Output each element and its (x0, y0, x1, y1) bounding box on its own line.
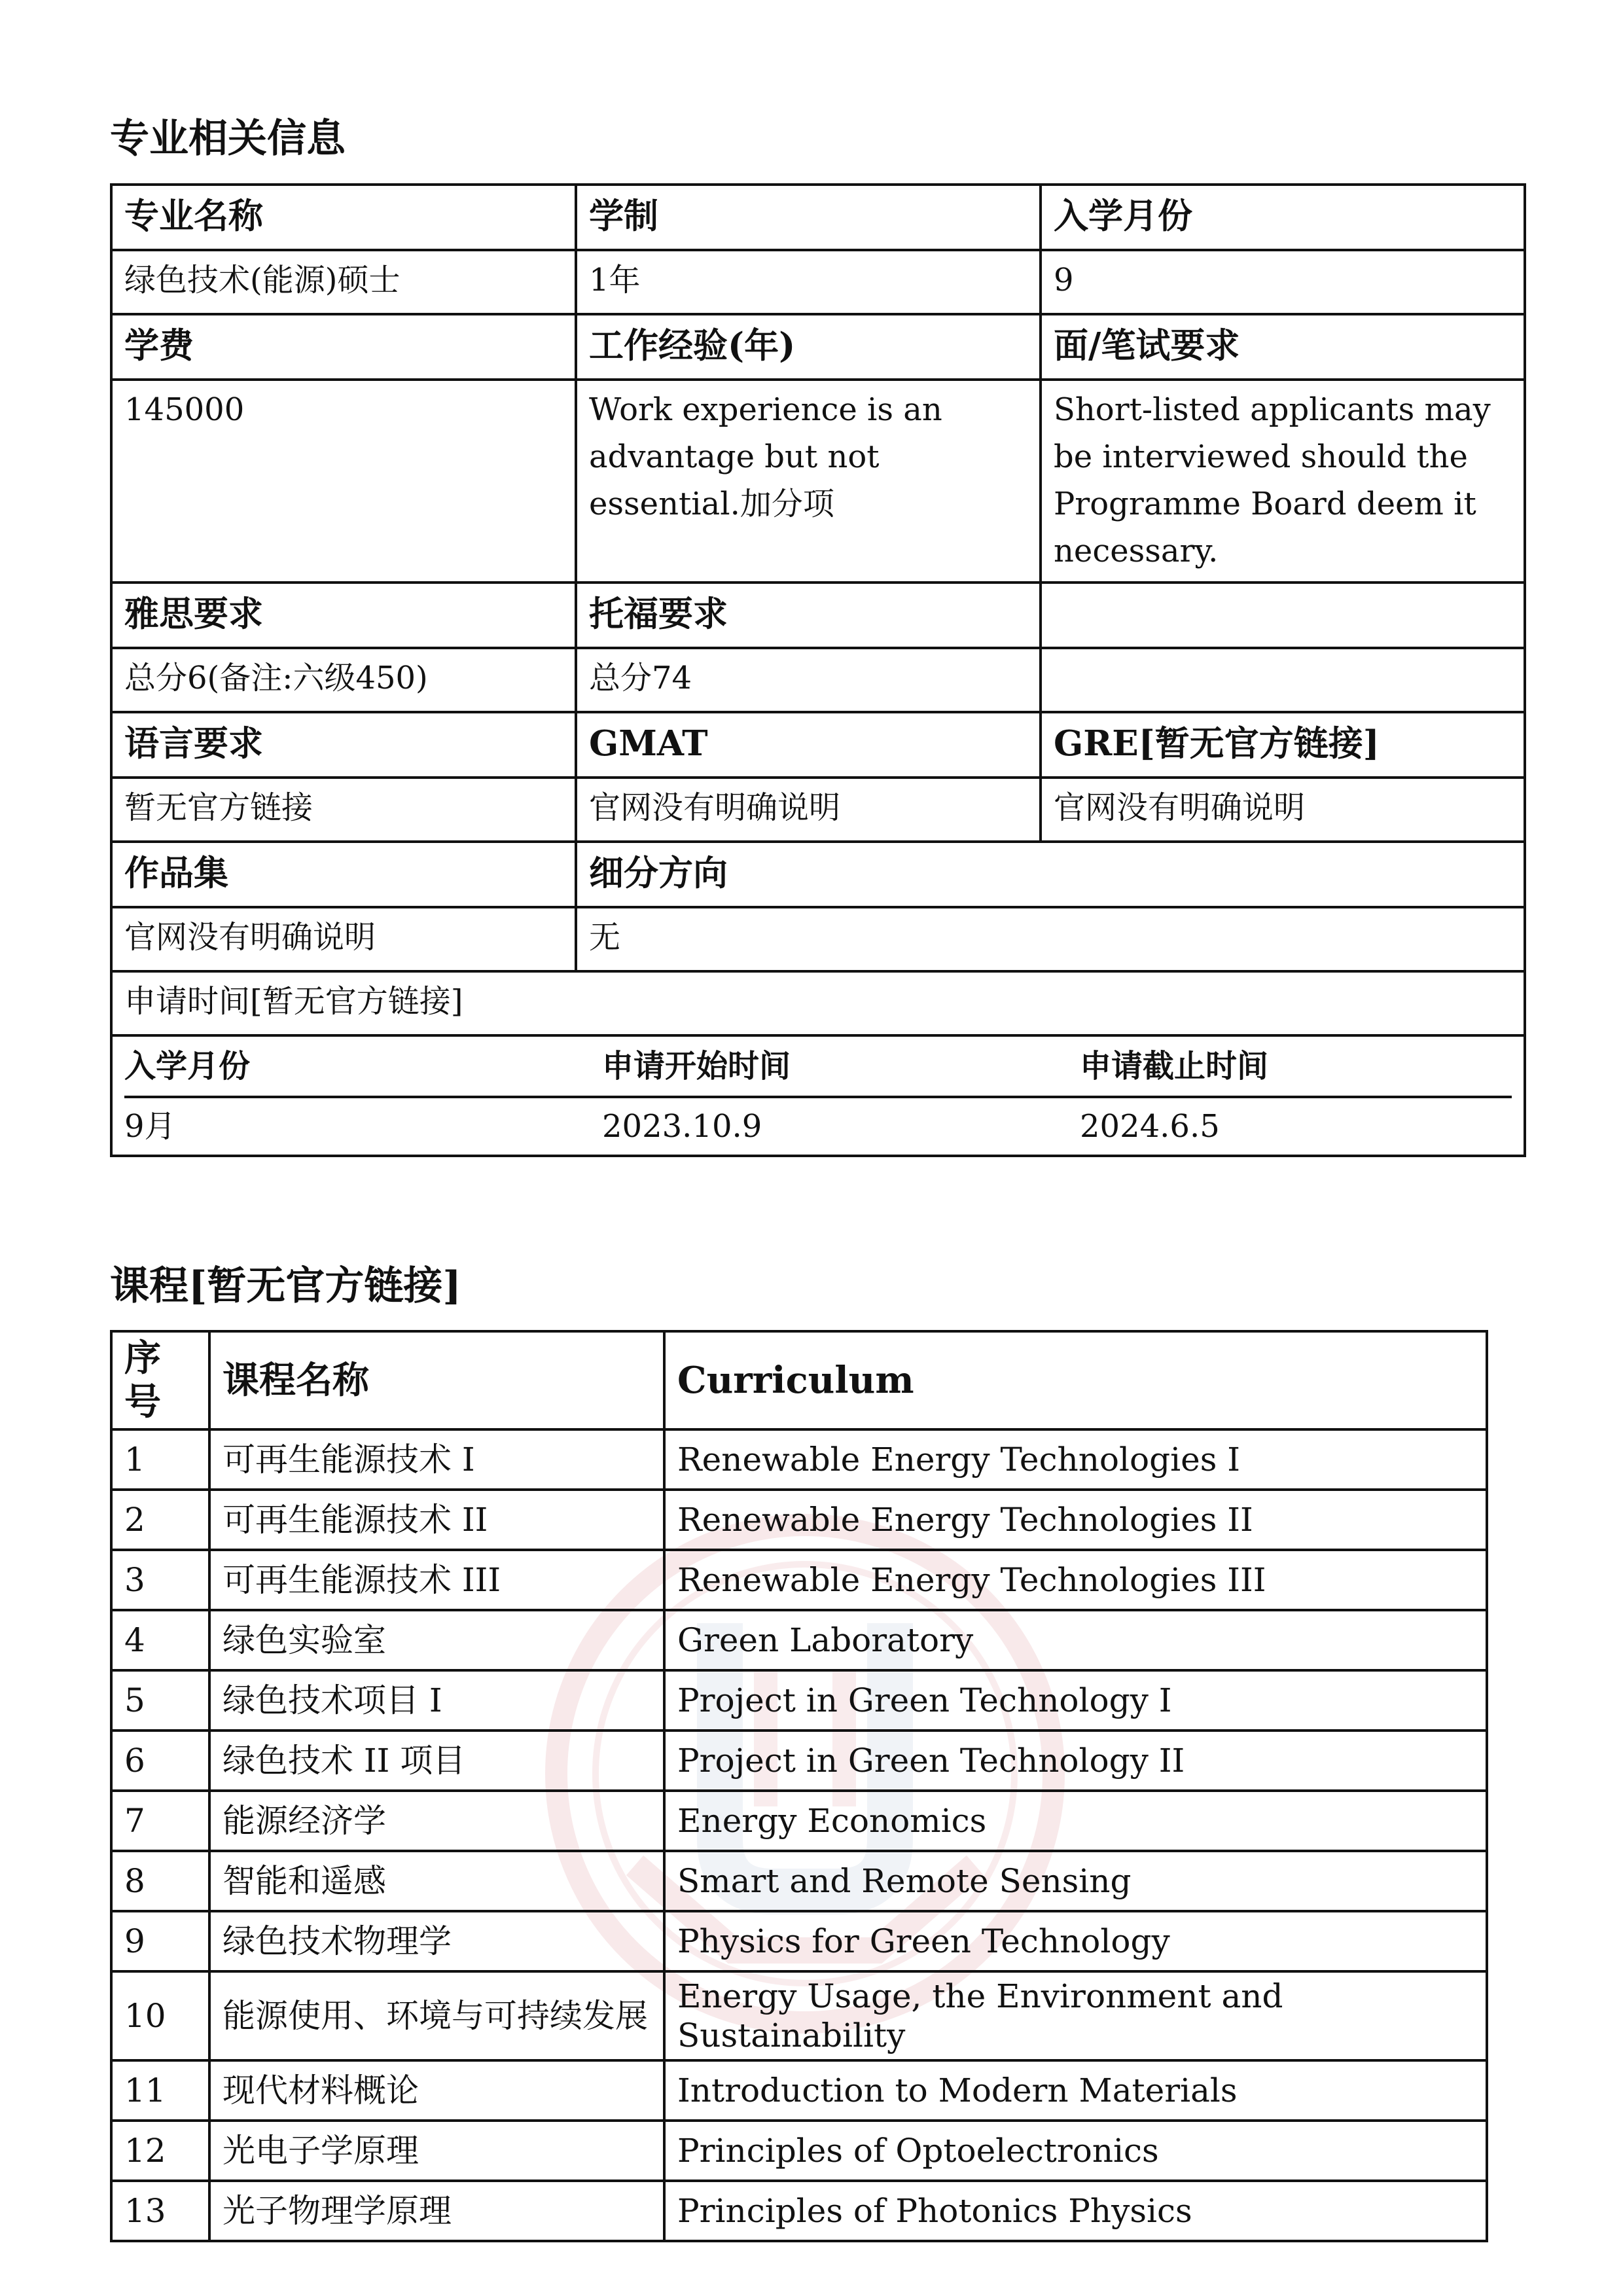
header-toefl: 托福要求 (576, 583, 1041, 648)
header-interview-requirement: 面/笔试要求 (1041, 314, 1525, 380)
table-row (111, 2060, 1487, 2121)
table-row (111, 250, 1525, 314)
course-number: 6 (111, 1731, 209, 1791)
table-row (111, 1971, 1487, 2060)
table-row (111, 778, 1525, 842)
table-row (111, 185, 1525, 250)
empty-cell (1041, 648, 1525, 712)
course-number: 7 (111, 1791, 209, 1851)
value-toefl: 总分74 (576, 648, 1041, 712)
header-intake-month-dates: 入学月份 (124, 1037, 602, 1097)
course-name-cn: 绿色技术物理学 (209, 1911, 664, 1971)
header-intake-month: 入学月份 (1041, 185, 1525, 250)
course-name-en: Principles of Optoelectronics (664, 2121, 1487, 2181)
value-intake-month-dates: 9月 (124, 1108, 176, 1145)
value-work-experience: Work experience is an advantage but not essential.加分项 (576, 380, 1041, 583)
course-name-cn: 绿色技术 II 项目 (209, 1731, 664, 1791)
table-row (124, 1097, 1512, 1155)
application-time-label: 申请时间[暂无官方链接] (111, 971, 1525, 1035)
course-name-cn: 智能和遥感 (209, 1851, 664, 1911)
header-course-name: 课程名称 (209, 1331, 664, 1429)
header-curriculum: Curriculum (664, 1331, 1487, 1429)
value-application-start: 2023.10.9 (602, 1108, 762, 1145)
value-duration: 1年 (576, 250, 1041, 314)
course-name-en: Project in Green Technology II (664, 1731, 1487, 1791)
curriculum-table (110, 1330, 1488, 2242)
course-name-cn: 能源经济学 (209, 1791, 664, 1851)
table-row (111, 907, 1525, 971)
table-row (111, 1851, 1487, 1911)
course-name-en: Energy Economics (664, 1791, 1487, 1851)
value-gre: 官网没有明确说明 (1041, 778, 1525, 842)
value-application-deadline: 2024.6.5 (1080, 1108, 1220, 1145)
value-gmat: 官网没有明确说明 (576, 778, 1041, 842)
value-language-requirement: 暂无官方链接 (111, 778, 576, 842)
table-row (111, 971, 1525, 1035)
course-number: 12 (111, 2121, 209, 2181)
course-name-en: Renewable Energy Technologies I (664, 1429, 1487, 1490)
course-name-cn: 可再生能源技术 II (209, 1490, 664, 1550)
course-number: 11 (111, 2060, 209, 2121)
course-name-en: Introduction to Modern Materials (664, 2060, 1487, 2121)
course-number: 4 (111, 1610, 209, 1670)
application-dates-cell (111, 1035, 1525, 1156)
table-row (111, 380, 1525, 583)
section-title-program-info: 专业相关信息 (110, 116, 346, 162)
course-name-en: Green Laboratory (664, 1610, 1487, 1670)
header-duration: 学制 (576, 185, 1041, 250)
course-name-cn: 可再生能源技术 I (209, 1429, 664, 1490)
value-ielts: 总分6(备注:六级450) (111, 648, 576, 712)
table-row (111, 1731, 1487, 1791)
table-row (111, 1550, 1487, 1610)
course-name-cn: 绿色实验室 (209, 1610, 664, 1670)
value-program-name: 绿色技术(能源)硕士 (111, 250, 576, 314)
course-name-cn: 能源使用、环境与可持续发展 (209, 1971, 664, 2060)
table-header-row (111, 1331, 1487, 1429)
header-gre: GRE[暂无官方链接] (1041, 712, 1525, 778)
course-name-en: Energy Usage, the Environment and Sustainability (664, 1971, 1487, 2060)
course-name-en: Smart and Remote Sensing (664, 1851, 1487, 1911)
section-title-curriculum: 课程[暂无官方链接] (110, 1263, 461, 1309)
program-info-table (110, 183, 1526, 1157)
value-intake-month: 9 (1041, 250, 1525, 314)
table-row (124, 1037, 1512, 1097)
course-name-cn: 光电子学原理 (209, 2121, 664, 2181)
course-number: 2 (111, 1490, 209, 1550)
header-language-requirement: 语言要求 (111, 712, 576, 778)
table-row (111, 1429, 1487, 1490)
header-program-name: 专业名称 (111, 185, 576, 250)
course-number: 10 (111, 1971, 209, 2060)
header-application-deadline: 申请截止时间 (1080, 1037, 1512, 1097)
course-number: 13 (111, 2181, 209, 2241)
table-row (111, 1670, 1487, 1731)
course-name-cn: 绿色技术项目 I (209, 1670, 664, 1731)
empty-cell (1041, 583, 1525, 648)
table-row (111, 2181, 1487, 2241)
course-number: 9 (111, 1911, 209, 1971)
course-number: 5 (111, 1670, 209, 1731)
table-row (111, 314, 1525, 380)
table-row (111, 648, 1525, 712)
course-name-en: Physics for Green Technology (664, 1911, 1487, 1971)
header-work-experience: 工作经验(年) (576, 314, 1041, 380)
header-gmat: GMAT (576, 712, 1041, 778)
course-name-en: Renewable Energy Technologies II (664, 1490, 1487, 1550)
value-portfolio: 官网没有明确说明 (111, 907, 576, 971)
header-specialization: 细分方向 (576, 842, 1525, 907)
table-row (111, 1911, 1487, 1971)
table-row (111, 2121, 1487, 2181)
course-name-cn: 现代材料概论 (209, 2060, 664, 2121)
table-row (111, 1610, 1487, 1670)
course-name-cn: 光子物理学原理 (209, 2181, 664, 2241)
header-application-start: 申请开始时间 (602, 1037, 1080, 1097)
value-specialization: 无 (576, 907, 1525, 971)
value-interview-requirement: Short-listed applicants may be interviewed should the Programme Board deem it necessary. (1041, 380, 1525, 583)
application-dates-table (124, 1037, 1512, 1155)
course-name-en: Renewable Energy Technologies III (664, 1550, 1487, 1610)
header-number: 序号 (111, 1331, 209, 1429)
table-row (111, 712, 1525, 778)
course-number: 3 (111, 1550, 209, 1610)
table-row (111, 1490, 1487, 1550)
value-tuition: 145000 (111, 380, 576, 583)
course-name-en: Principles of Photonics Physics (664, 2181, 1487, 2241)
course-name-cn: 可再生能源技术 III (209, 1550, 664, 1610)
course-number: 8 (111, 1851, 209, 1911)
curriculum-body (111, 1429, 1487, 2241)
course-number: 1 (111, 1429, 209, 1490)
table-row (111, 842, 1525, 907)
header-tuition: 学费 (111, 314, 576, 380)
header-portfolio: 作品集 (111, 842, 576, 907)
table-row (111, 1791, 1487, 1851)
course-name-en: Project in Green Technology I (664, 1670, 1487, 1731)
header-ielts: 雅思要求 (111, 583, 576, 648)
table-row (111, 1035, 1525, 1156)
table-row (111, 583, 1525, 648)
